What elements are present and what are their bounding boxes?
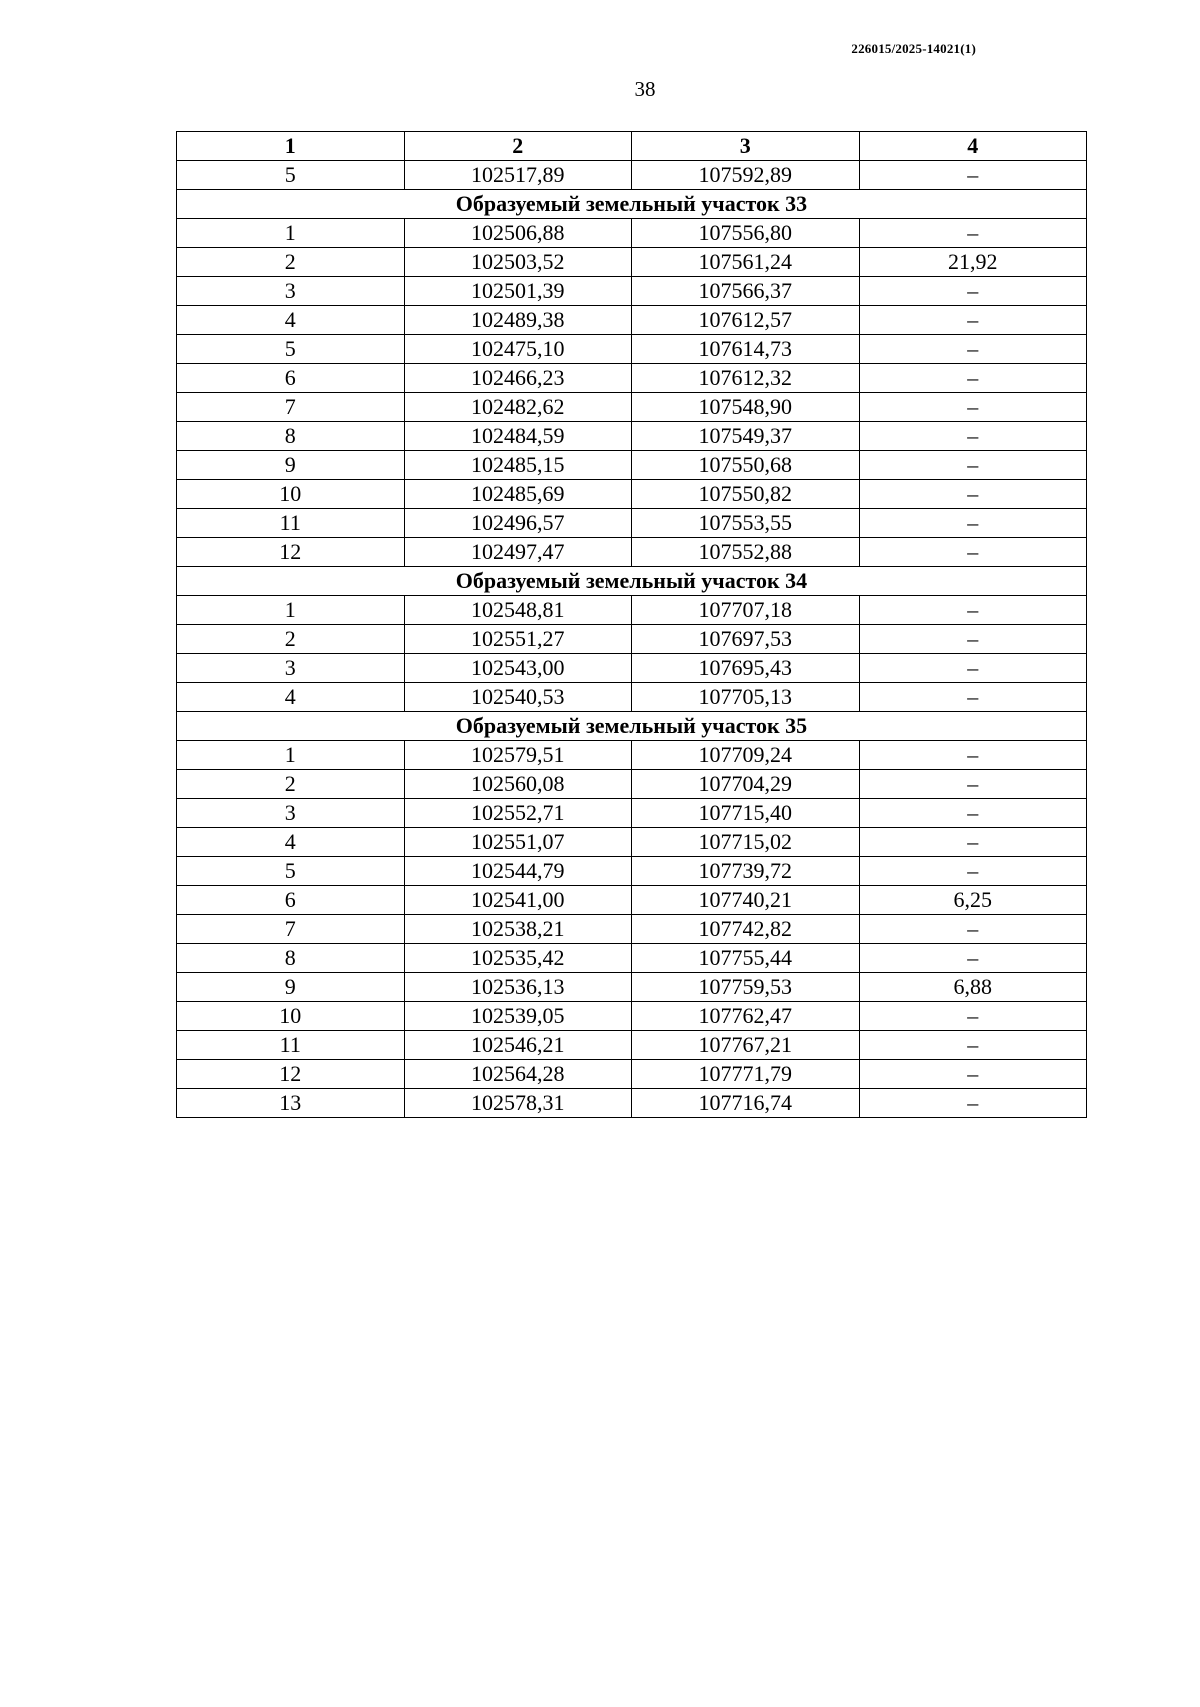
table-row bbox=[177, 944, 1087, 973]
point-number-cell: 7 bbox=[177, 393, 405, 422]
page-number: 38 bbox=[634, 77, 656, 101]
x-coordinate-cell: 102548,81 bbox=[404, 596, 632, 625]
x-coordinate-cell: 102485,69 bbox=[404, 480, 632, 509]
x-coordinate-cell: 102560,08 bbox=[404, 770, 632, 799]
table-row bbox=[177, 799, 1087, 828]
section-heading-row bbox=[177, 567, 1087, 596]
table-row bbox=[177, 480, 1087, 509]
point-number-cell: 2 bbox=[177, 248, 405, 277]
y-coordinate-cell: 107612,57 bbox=[632, 306, 860, 335]
column-header: 4 bbox=[859, 132, 1087, 161]
table-header-row bbox=[177, 132, 1087, 161]
point-number-cell: 6 bbox=[177, 364, 405, 393]
x-coordinate-cell: 102578,31 bbox=[404, 1089, 632, 1118]
y-coordinate-cell: 107767,21 bbox=[632, 1031, 860, 1060]
point-number-cell: 3 bbox=[177, 277, 405, 306]
section-heading-row bbox=[177, 712, 1087, 741]
x-coordinate-cell: 102543,00 bbox=[404, 654, 632, 683]
x-coordinate-cell: 102484,59 bbox=[404, 422, 632, 451]
table-row bbox=[177, 741, 1087, 770]
y-coordinate-cell: 107707,18 bbox=[632, 596, 860, 625]
y-coordinate-cell: 107709,24 bbox=[632, 741, 860, 770]
table-row bbox=[177, 1031, 1087, 1060]
table-row bbox=[177, 886, 1087, 915]
value-cell: – bbox=[859, 161, 1087, 190]
value-cell: – bbox=[859, 1031, 1087, 1060]
table-row bbox=[177, 364, 1087, 393]
table-row bbox=[177, 1060, 1087, 1089]
x-coordinate-cell: 102503,52 bbox=[404, 248, 632, 277]
point-number-cell: 12 bbox=[177, 538, 405, 567]
y-coordinate-cell: 107556,80 bbox=[632, 219, 860, 248]
value-cell: – bbox=[859, 741, 1087, 770]
x-coordinate-cell: 102506,88 bbox=[404, 219, 632, 248]
section-title: Образуемый земельный участок 34 bbox=[177, 567, 1087, 596]
table-row bbox=[177, 828, 1087, 857]
table-row bbox=[177, 422, 1087, 451]
value-cell: – bbox=[859, 480, 1087, 509]
value-cell: – bbox=[859, 1002, 1087, 1031]
table-row bbox=[177, 306, 1087, 335]
point-number-cell: 9 bbox=[177, 973, 405, 1002]
value-cell: – bbox=[859, 915, 1087, 944]
table-row bbox=[177, 393, 1087, 422]
x-coordinate-cell: 102501,39 bbox=[404, 277, 632, 306]
value-cell: – bbox=[859, 364, 1087, 393]
table-row bbox=[177, 451, 1087, 480]
x-coordinate-cell: 102564,28 bbox=[404, 1060, 632, 1089]
y-coordinate-cell: 107742,82 bbox=[632, 915, 860, 944]
table-row bbox=[177, 770, 1087, 799]
value-cell: – bbox=[859, 451, 1087, 480]
y-coordinate-cell: 107740,21 bbox=[632, 886, 860, 915]
value-cell: – bbox=[859, 1089, 1087, 1118]
point-number-cell: 11 bbox=[177, 509, 405, 538]
point-number-cell: 7 bbox=[177, 915, 405, 944]
point-number-cell: 12 bbox=[177, 1060, 405, 1089]
table-row bbox=[177, 161, 1087, 190]
value-cell: – bbox=[859, 1060, 1087, 1089]
table-row bbox=[177, 1089, 1087, 1118]
x-coordinate-cell: 102544,79 bbox=[404, 857, 632, 886]
point-number-cell: 4 bbox=[177, 828, 405, 857]
value-cell: – bbox=[859, 596, 1087, 625]
x-coordinate-cell: 102546,21 bbox=[404, 1031, 632, 1060]
value-cell: – bbox=[859, 857, 1087, 886]
y-coordinate-cell: 107561,24 bbox=[632, 248, 860, 277]
table-row bbox=[177, 1002, 1087, 1031]
point-number-cell: 8 bbox=[177, 422, 405, 451]
y-coordinate-cell: 107755,44 bbox=[632, 944, 860, 973]
y-coordinate-cell: 107612,32 bbox=[632, 364, 860, 393]
column-header: 3 bbox=[632, 132, 860, 161]
y-coordinate-cell: 107715,02 bbox=[632, 828, 860, 857]
section-title: Образуемый земельный участок 33 bbox=[177, 190, 1087, 219]
y-coordinate-cell: 107715,40 bbox=[632, 799, 860, 828]
table-row bbox=[177, 335, 1087, 364]
table-row bbox=[177, 857, 1087, 886]
y-coordinate-cell: 107739,72 bbox=[632, 857, 860, 886]
x-coordinate-cell: 102517,89 bbox=[404, 161, 632, 190]
y-coordinate-cell: 107549,37 bbox=[632, 422, 860, 451]
point-number-cell: 3 bbox=[177, 799, 405, 828]
column-header: 2 bbox=[404, 132, 632, 161]
table-row bbox=[177, 219, 1087, 248]
y-coordinate-cell: 107704,29 bbox=[632, 770, 860, 799]
point-number-cell: 3 bbox=[177, 654, 405, 683]
document-id: 226015/2025-14021(1) bbox=[851, 41, 976, 56]
y-coordinate-cell: 107550,82 bbox=[632, 480, 860, 509]
value-cell: – bbox=[859, 219, 1087, 248]
x-coordinate-cell: 102482,62 bbox=[404, 393, 632, 422]
value-cell: – bbox=[859, 770, 1087, 799]
point-number-cell: 2 bbox=[177, 770, 405, 799]
point-number-cell: 1 bbox=[177, 596, 405, 625]
table-row bbox=[177, 248, 1087, 277]
x-coordinate-cell: 102535,42 bbox=[404, 944, 632, 973]
point-number-cell: 10 bbox=[177, 480, 405, 509]
table-row bbox=[177, 596, 1087, 625]
table-row bbox=[177, 915, 1087, 944]
y-coordinate-cell: 107553,55 bbox=[632, 509, 860, 538]
point-number-cell: 11 bbox=[177, 1031, 405, 1060]
coordinates-table bbox=[176, 131, 1087, 1118]
point-number-cell: 5 bbox=[177, 857, 405, 886]
table-row bbox=[177, 683, 1087, 712]
value-cell: 6,25 bbox=[859, 886, 1087, 915]
x-coordinate-cell: 102466,23 bbox=[404, 364, 632, 393]
point-number-cell: 13 bbox=[177, 1089, 405, 1118]
table-row bbox=[177, 538, 1087, 567]
point-number-cell: 9 bbox=[177, 451, 405, 480]
point-number-cell: 6 bbox=[177, 886, 405, 915]
value-cell: – bbox=[859, 654, 1087, 683]
point-number-cell: 10 bbox=[177, 1002, 405, 1031]
value-cell: – bbox=[859, 306, 1087, 335]
y-coordinate-cell: 107705,13 bbox=[632, 683, 860, 712]
value-cell: – bbox=[859, 538, 1087, 567]
y-coordinate-cell: 107771,79 bbox=[632, 1060, 860, 1089]
value-cell: – bbox=[859, 393, 1087, 422]
table-row bbox=[177, 973, 1087, 1002]
y-coordinate-cell: 107550,68 bbox=[632, 451, 860, 480]
y-coordinate-cell: 107695,43 bbox=[632, 654, 860, 683]
x-coordinate-cell: 102540,53 bbox=[404, 683, 632, 712]
point-number-cell: 4 bbox=[177, 683, 405, 712]
table-row bbox=[177, 654, 1087, 683]
x-coordinate-cell: 102541,00 bbox=[404, 886, 632, 915]
y-coordinate-cell: 107716,74 bbox=[632, 1089, 860, 1118]
x-coordinate-cell: 102485,15 bbox=[404, 451, 632, 480]
section-title: Образуемый земельный участок 35 bbox=[177, 712, 1087, 741]
point-number-cell: 5 bbox=[177, 335, 405, 364]
point-number-cell: 1 bbox=[177, 741, 405, 770]
value-cell: – bbox=[859, 828, 1087, 857]
y-coordinate-cell: 107552,88 bbox=[632, 538, 860, 567]
value-cell: 6,88 bbox=[859, 973, 1087, 1002]
section-heading-row bbox=[177, 190, 1087, 219]
x-coordinate-cell: 102496,57 bbox=[404, 509, 632, 538]
x-coordinate-cell: 102497,47 bbox=[404, 538, 632, 567]
table-row bbox=[177, 509, 1087, 538]
y-coordinate-cell: 107759,53 bbox=[632, 973, 860, 1002]
y-coordinate-cell: 107614,73 bbox=[632, 335, 860, 364]
value-cell: 21,92 bbox=[859, 248, 1087, 277]
y-coordinate-cell: 107697,53 bbox=[632, 625, 860, 654]
value-cell: – bbox=[859, 944, 1087, 973]
x-coordinate-cell: 102551,07 bbox=[404, 828, 632, 857]
point-number-cell: 2 bbox=[177, 625, 405, 654]
point-number-cell: 1 bbox=[177, 219, 405, 248]
x-coordinate-cell: 102539,05 bbox=[404, 1002, 632, 1031]
value-cell: – bbox=[859, 277, 1087, 306]
y-coordinate-cell: 107592,89 bbox=[632, 161, 860, 190]
value-cell: – bbox=[859, 799, 1087, 828]
x-coordinate-cell: 102552,71 bbox=[404, 799, 632, 828]
point-number-cell: 4 bbox=[177, 306, 405, 335]
x-coordinate-cell: 102475,10 bbox=[404, 335, 632, 364]
y-coordinate-cell: 107762,47 bbox=[632, 1002, 860, 1031]
x-coordinate-cell: 102536,13 bbox=[404, 973, 632, 1002]
y-coordinate-cell: 107548,90 bbox=[632, 393, 860, 422]
column-header: 1 bbox=[177, 132, 405, 161]
table-row bbox=[177, 277, 1087, 306]
value-cell: – bbox=[859, 509, 1087, 538]
point-number-cell: 8 bbox=[177, 944, 405, 973]
value-cell: – bbox=[859, 422, 1087, 451]
x-coordinate-cell: 102551,27 bbox=[404, 625, 632, 654]
x-coordinate-cell: 102489,38 bbox=[404, 306, 632, 335]
table-body bbox=[177, 161, 1087, 1118]
table-row bbox=[177, 625, 1087, 654]
x-coordinate-cell: 102538,21 bbox=[404, 915, 632, 944]
x-coordinate-cell: 102579,51 bbox=[404, 741, 632, 770]
value-cell: – bbox=[859, 335, 1087, 364]
value-cell: – bbox=[859, 625, 1087, 654]
point-number-cell: 5 bbox=[177, 161, 405, 190]
y-coordinate-cell: 107566,37 bbox=[632, 277, 860, 306]
value-cell: – bbox=[859, 683, 1087, 712]
